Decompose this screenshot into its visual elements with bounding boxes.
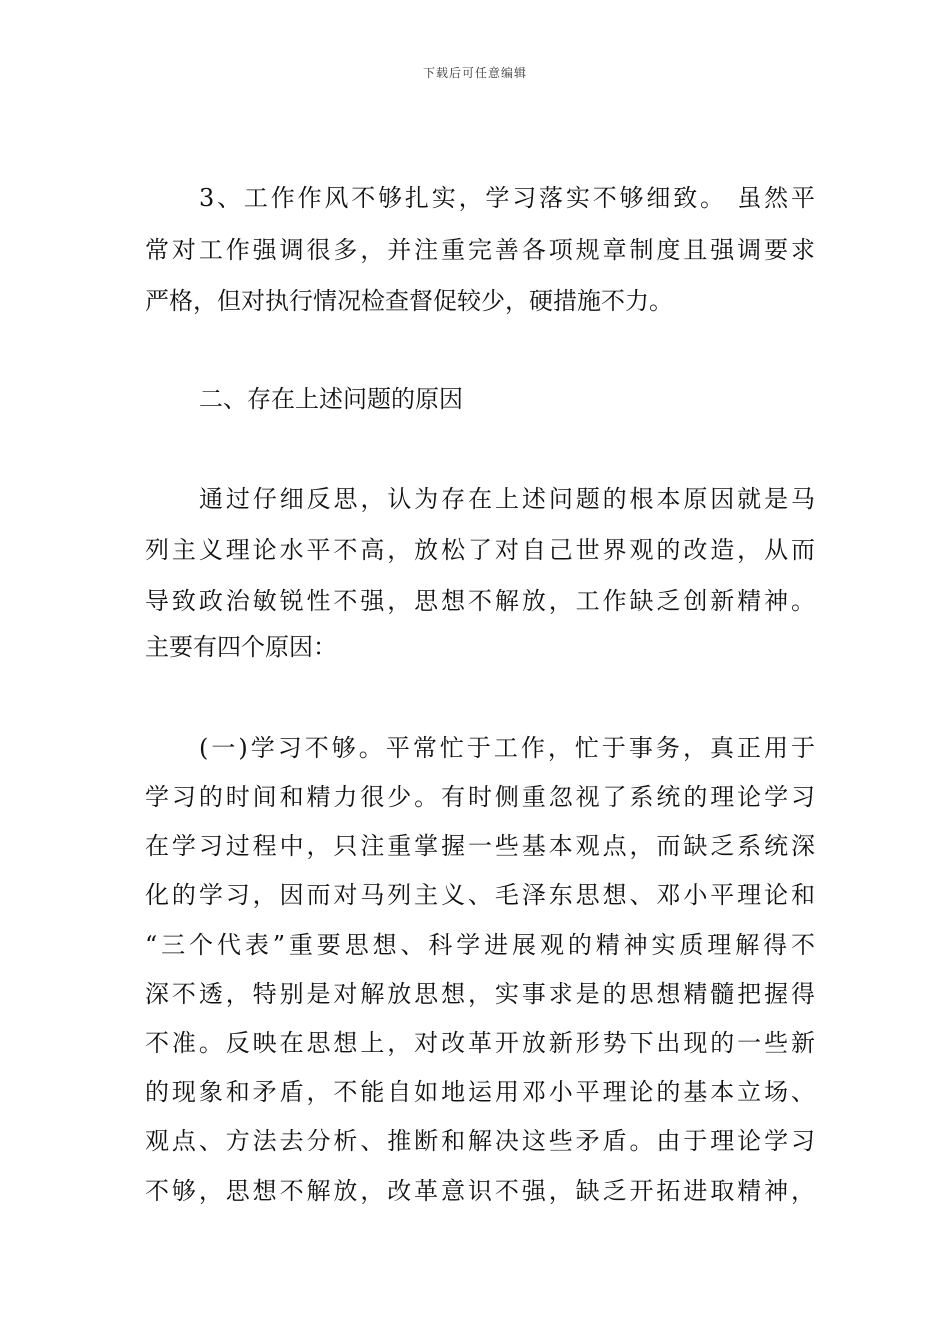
paragraph-reflection-line-2: 列主义理论水平不高，放松了对自己世界观的改造，从而	[145, 536, 815, 564]
paragraph-study-line-10: 不够，思想不解放，改革意识不强，缺乏开拓进取精神，	[145, 1177, 815, 1205]
paragraph-study-line-5: “三个代表”重要思想、科学进展观的精神实质理解得不	[145, 931, 815, 959]
page-header-note: 下载后可任意编辑	[422, 66, 527, 80]
paragraph-study-line-3: 在学习过程中，只注重掌握一些基本观点，而缺乏系统深	[145, 832, 815, 860]
paragraph-reflection-line-4: 主要有四个原因：	[145, 633, 337, 661]
section-heading-causes: 二、存在上述问题的原因	[199, 385, 463, 413]
paragraph-study-line-7: 不准。反映在思想上，对改革开放新形势下出现的一些新	[145, 1029, 815, 1057]
paragraph-study-line-4: 化的学习，因而对马列主义、毛泽东思想、邓小平理论和	[145, 881, 815, 909]
paragraph-study-line-2: 学习的时间和精力很少。有时侧重忽视了系统的理论学习	[145, 783, 815, 811]
paragraph-reflection-line-3: 导致政治敏锐性不强，思想不解放，工作缺乏创新精神。	[145, 587, 815, 615]
paragraph-study-line-8: 的现象和矛盾，不能自如地运用邓小平理论的基本立场、	[145, 1078, 815, 1106]
paragraph-study-line-1: (一)学习不够。平常忙于工作，忙于事务，真正用于	[199, 734, 815, 762]
paragraph-study-line-9: 观点、方法去分析、推断和解决这些矛盾。由于理论学习	[145, 1127, 815, 1155]
paragraph-3-line-3: 严格，但对执行情况检查督促较少，硬措施不力。	[145, 287, 673, 315]
paragraph-reflection-line-1: 通过仔细反思，认为存在上述问题的根本原因就是马	[199, 485, 815, 513]
paragraph-3-line-2: 常对工作强调很多，并注重完善各项规章制度且强调要求	[145, 236, 815, 264]
paragraph-study-line-6: 深不透，特别是对解放思想，实事求是的思想精髓把握得	[145, 980, 815, 1008]
paragraph-3-line-1: 3、工作作风不够扎实，学习落实不够细致。 虽然平	[199, 184, 815, 212]
